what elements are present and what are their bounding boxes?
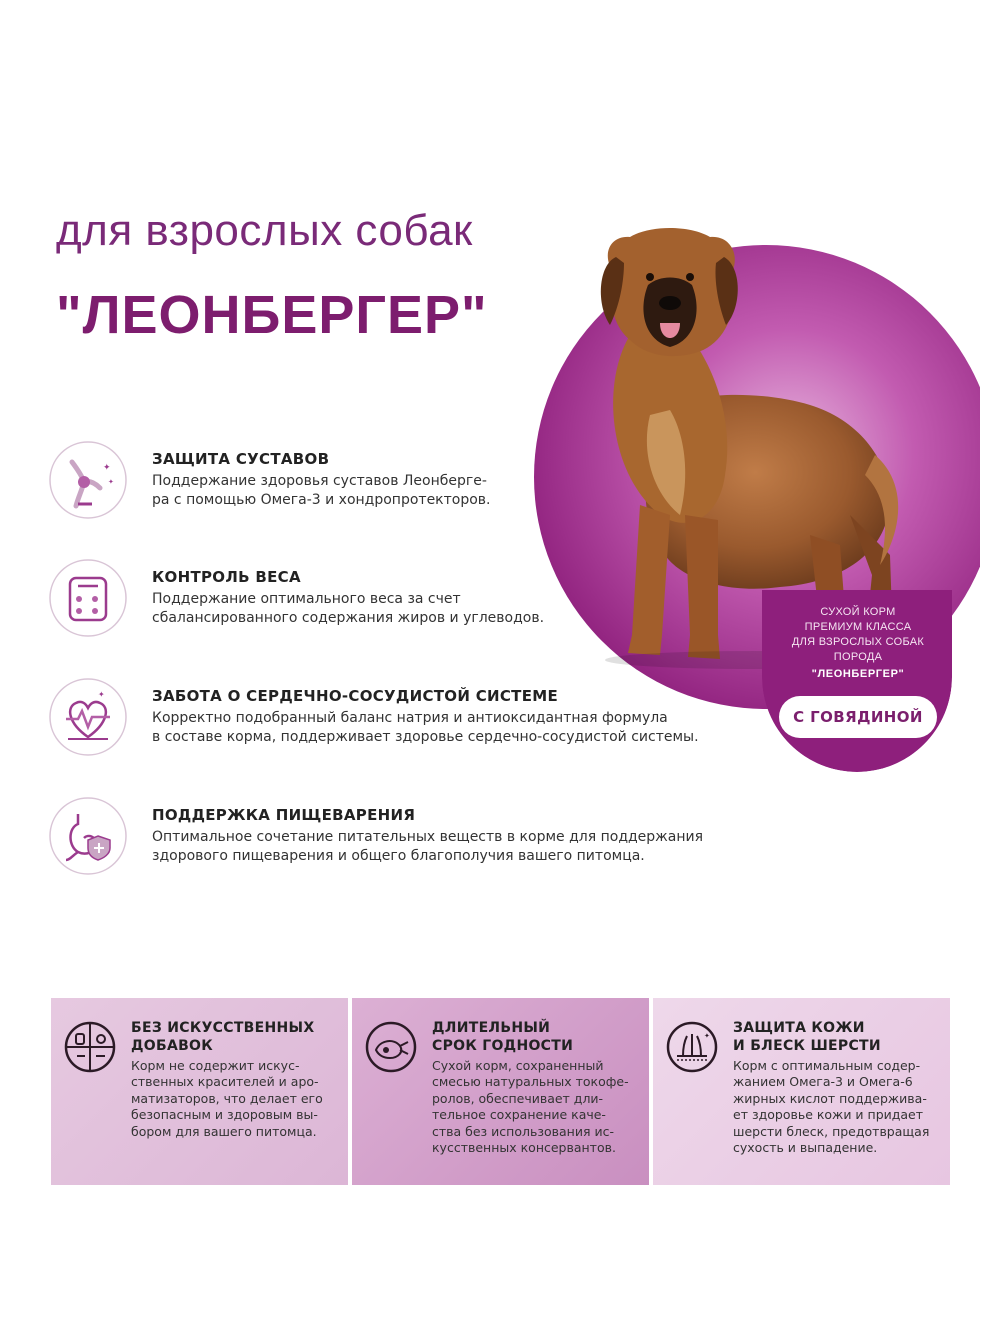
badge-flavor: С ГОВЯДИНОЙ xyxy=(779,696,937,738)
panel-title: ДЛИТЕЛЬНЫЙ СРОК ГОДНОСТИ xyxy=(432,1020,574,1054)
feature-title: ЗАЩИТА СУСТАВОВ xyxy=(152,450,330,468)
svg-text:✦: ✦ xyxy=(704,1032,710,1040)
panel-description: Корм с оптимальным содер- жанием Омега-3 и Омега-6 жирных кислот поддержива- ет здоровье кожи и придает шерсти блеск, предотвращая сухость и выпадение. xyxy=(733,1058,930,1156)
panel-shelf-life xyxy=(352,998,649,1185)
feature-heart xyxy=(48,677,748,767)
heart-pulse-icon xyxy=(48,677,128,757)
feature-title: КОНТРОЛЬ ВЕСА xyxy=(152,568,301,586)
feature-title: ЗАБОТА О СЕРДЕЧНО-СОСУДИСТОЙ СИСТЕМЕ xyxy=(152,687,559,705)
joint-icon xyxy=(48,440,128,520)
panel-title: БЕЗ ИСКУССТВЕННЫХ ДОБАВОК xyxy=(131,1020,315,1054)
page-title: "ЛЕОНБЕРГЕР" xyxy=(56,285,488,345)
feature-description: Оптимальное сочетание питательных веществ в корме для поддержания здорового пищеварения и общего благополучия вашего питомца. xyxy=(152,829,704,864)
panel-no-additives xyxy=(51,998,348,1185)
svg-text:✦: ✦ xyxy=(98,690,105,699)
svg-text:✦: ✦ xyxy=(103,463,111,473)
long-shelf-life-icon xyxy=(364,1020,418,1074)
badge-breed: "ЛЕОНБЕРГЕР" xyxy=(811,668,905,680)
panel-title: ЗАЩИТА КОЖИ И БЛЕСК ШЕРСТИ xyxy=(733,1020,881,1054)
stomach-shield-icon xyxy=(48,796,128,876)
no-additives-icon xyxy=(63,1020,117,1074)
panel-description: Корм не содержит искус- ственных красителей и аро- матизаторов, что делает его безопасным и здоровым вы- бором для вашего питомца. xyxy=(131,1058,323,1139)
feature-title: ПОДДЕРЖКА ПИЩЕВАРЕНИЯ xyxy=(152,806,416,824)
weight-scale-icon xyxy=(48,558,128,638)
panel-description: Сухой корм, сохраненный смесью натуральных токофе- ролов, обеспечивает дли- тельное сохранение каче- ства без использования ис- кусственных консервантов. xyxy=(432,1058,629,1156)
svg-text:✦: ✦ xyxy=(108,478,114,486)
page-subtitle: для взрослых собак xyxy=(56,206,473,255)
badge-subtitle: СУХОЙ КОРМ ПРЕМИУМ КЛАССА ДЛЯ ВЗРОСЛЫХ СОБАК ПОРОДА xyxy=(791,606,925,663)
feature-weight xyxy=(48,558,748,648)
skin-coat-icon xyxy=(665,1020,719,1074)
feature-description: Поддержание оптимального веса за счет сбалансированного содержания жиров и углеводов. xyxy=(152,591,545,626)
feature-joints xyxy=(48,440,748,530)
feature-description: Корректно подобранный баланс натрия и антиоксидантная формула в составе корма, поддерживает здоровье сердечно-сосудистой системы. xyxy=(152,710,699,745)
feature-description: Поддержание здоровья суставов Леонберге- ра с помощью Омега-3 и хондропротекторов. xyxy=(152,473,491,508)
panel-skin-coat xyxy=(653,998,950,1185)
feature-digestion xyxy=(48,796,748,886)
